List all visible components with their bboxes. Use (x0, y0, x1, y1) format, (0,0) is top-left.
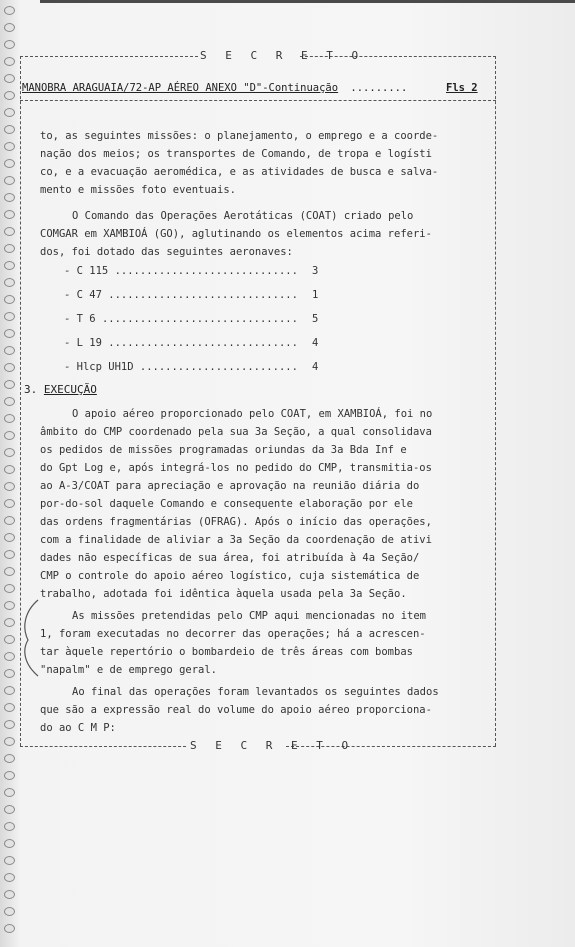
binding-hole (4, 856, 15, 865)
binding-hole (4, 924, 15, 933)
aircraft-name: - C 47 (64, 289, 102, 301)
coat-line-1: O Comando das Operações Aerotáticas (COAT) criado pelo (72, 210, 414, 222)
binding-hole (4, 108, 15, 117)
final-line-2: que são a expressão real do volume do apoio aéreo proporciona- (40, 704, 432, 716)
binding-hole (4, 465, 15, 474)
header-underline (20, 100, 496, 101)
header-dots: ......... (350, 82, 408, 94)
exec-line-7: das ordens fragmentárias (OFRAG). Após o início das operações, (40, 516, 432, 528)
aircraft-qty: 5 (312, 313, 319, 325)
exec-line-5: ao A-3/COAT para apreciação e aprovação na reunião diária do (40, 480, 420, 492)
aircraft-item (64, 337, 319, 349)
exec-line-6: por-do-sol daquele Comando e consequente elaboração por ele (40, 498, 413, 510)
missions-line-4: "napalm" e de emprego geral. (40, 664, 218, 676)
binding-hole (4, 499, 15, 508)
binding-hole (4, 720, 15, 729)
aircraft-name: - L 19 (64, 337, 102, 349)
aircraft-item (64, 289, 319, 301)
aircraft-dots: .............................. (108, 289, 298, 301)
binding-hole (4, 601, 15, 610)
binding-hole (4, 482, 15, 491)
binding-hole (4, 635, 15, 644)
binding-hole (4, 686, 15, 695)
aircraft-qty: 3 (312, 265, 319, 277)
binding-hole (4, 618, 15, 627)
binding-hole (4, 567, 15, 576)
binding-hole (4, 227, 15, 236)
exec-line-11: trabalho, adotada foi idêntica àquela usada pela 3a Seção. (40, 588, 407, 600)
binding-hole (4, 533, 15, 542)
section-number: 3. (24, 383, 38, 396)
aircraft-name: - T 6 (64, 313, 96, 325)
binding-hole (4, 890, 15, 899)
intro-line-4: mento e missões foto eventuais. (40, 184, 236, 196)
binding-hole (4, 822, 15, 831)
final-line-1: Ao final das operações foram levantados os seguintes dados (72, 686, 439, 698)
aircraft-item (64, 361, 319, 373)
binding-hole (4, 329, 15, 338)
binding-hole (4, 142, 15, 151)
aircraft-name: - C 115 (64, 265, 109, 277)
aircraft-dots: ............................. (114, 265, 298, 277)
exec-line-10: CMP o controle do apoio aéreo logístico, cuja sistemática de (40, 570, 420, 582)
aircraft-qty: 4 (312, 337, 319, 349)
aircraft-name: - Hlcp UH1D (64, 361, 134, 373)
binding-hole (4, 805, 15, 814)
classification-bottom: S E C R E T O (190, 739, 355, 752)
binding-hole (4, 57, 15, 66)
binding-hole (4, 91, 15, 100)
binding-hole (4, 550, 15, 559)
binding-hole (4, 414, 15, 423)
exec-line-4: do Gpt Log e, após integrá-los no pedido do CMP, transmitia-os (40, 462, 432, 474)
binding-hole (4, 771, 15, 780)
binding-hole (4, 788, 15, 797)
binding-hole (4, 669, 15, 678)
binding-hole (4, 363, 15, 372)
binding-hole (4, 312, 15, 321)
aircraft-item (64, 313, 319, 325)
frame-top-left (20, 56, 198, 57)
binding-hole (4, 159, 15, 168)
binding-hole (4, 210, 15, 219)
missions-line-3: tar àquele repertório o bombardeio de três áreas com bombas (40, 646, 413, 658)
intro-line-3: co, e a evacuação aeromédica, e as atividades de busca e salva- (40, 166, 439, 178)
aircraft-item (64, 265, 319, 277)
section-title: EXECUÇÃO (43, 383, 97, 396)
binding-hole (4, 652, 15, 661)
exec-line-9: dades não específicas de sua área, foi atribuída à 4a Seção/ (40, 552, 420, 564)
scan-edge-line (40, 0, 575, 3)
binding-hole (4, 907, 15, 916)
exec-line-3: os pedidos de missões programadas oriundas da 3a Bda Inf e (40, 444, 407, 456)
coat-line-3: dos, foi dotado das seguintes aeronaves: (40, 246, 293, 258)
aircraft-dots: ............................... (101, 313, 298, 325)
exec-line-8: com a finalidade de aliviar a 3a Seção da coordenação de ativi (40, 534, 432, 546)
handwritten-bracket-mark (18, 598, 40, 678)
binding-hole (4, 584, 15, 593)
binding-hole (4, 380, 15, 389)
binding-hole (4, 839, 15, 848)
binding-hole (4, 737, 15, 746)
binding-hole (4, 397, 15, 406)
binding-hole (4, 516, 15, 525)
binding-hole (4, 448, 15, 457)
binding-holes (2, 0, 16, 947)
binding-hole (4, 125, 15, 134)
binding-hole (4, 261, 15, 270)
section-heading (24, 383, 97, 396)
frame-bottom-left (20, 746, 186, 747)
page-number: Fls 2 (446, 82, 478, 94)
final-line-3: do ao C M P: (40, 722, 116, 734)
aircraft-qty: 4 (312, 361, 319, 373)
header-title: MANOBRA ARAGUAIA/72-AP AÉREO ANEXO "D"-Continuação (22, 82, 339, 94)
document-header (22, 82, 492, 94)
binding-hole (4, 754, 15, 763)
binding-hole (4, 873, 15, 882)
aircraft-dots: ......................... (139, 361, 298, 373)
frame-right (495, 56, 496, 746)
binding-hole (4, 244, 15, 253)
binding-hole (4, 295, 15, 304)
exec-line-2: âmbito do CMP coordenado pela sua 3a Seção, a qual consolidava (40, 426, 432, 438)
binding-hole (4, 23, 15, 32)
aircraft-qty: 1 (312, 289, 319, 301)
binding-hole (4, 40, 15, 49)
classification-top: S E C R E T O (200, 49, 365, 62)
binding-hole (4, 346, 15, 355)
binding-hole (4, 431, 15, 440)
intro-line-2: nação dos meios; os transportes de Comando, de tropa e logísti (40, 148, 432, 160)
missions-line-2: 1, foram executadas no decorrer das operações; há a acrescen- (40, 628, 426, 640)
binding-hole (4, 193, 15, 202)
binding-hole (4, 278, 15, 287)
binding-hole (4, 703, 15, 712)
binding-hole (4, 176, 15, 185)
exec-line-1: O apoio aéreo proporcionado pelo COAT, em XAMBIOÁ, foi no (72, 408, 433, 420)
aircraft-dots: .............................. (108, 337, 298, 349)
missions-line-1: As missões pretendidas pelo CMP aqui mencionadas no item (72, 610, 427, 622)
binding-hole (4, 6, 15, 15)
intro-line-1: to, as seguintes missões: o planejamento, o emprego e a coorde- (40, 130, 439, 142)
coat-line-2: COMGAR em XAMBIOÁ (GO), aglutinando os elementos acima referi- (40, 228, 432, 240)
binding-hole (4, 74, 15, 83)
